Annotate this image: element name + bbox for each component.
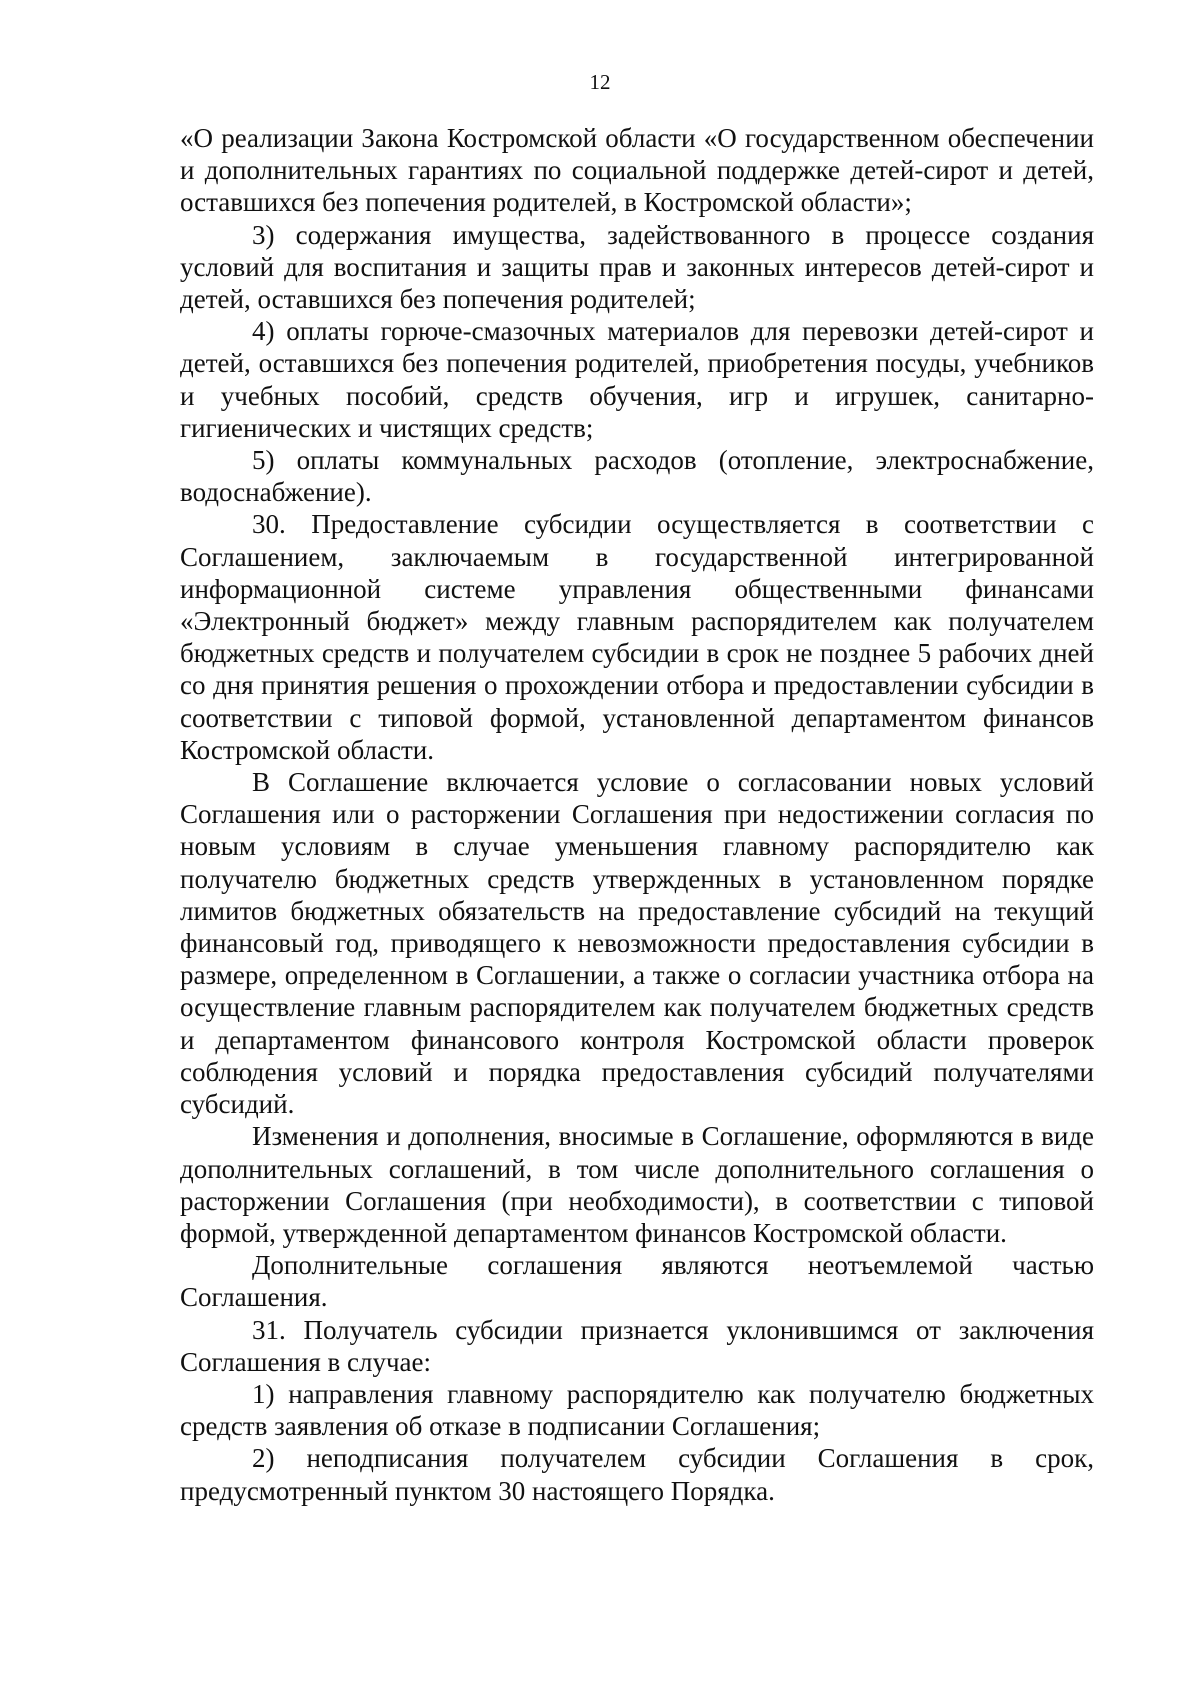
paragraph-clause-30: 30. Предоставление субсидии осуществляется в соответствии с Соглашением, заключаемым в государственной интегрированной информационной системе управления общественными финансами «Электронный бюджет» между главным распорядителем как получателем бюджетных средств и получателем субсидии в срок не позднее 5 рабочих дней со дня принятия решения о прохождении отбора и предоставлении субсидии в соответствии с типовой формой, установленной департаментом финансов Костромской области. bbox=[180, 509, 1094, 765]
paragraph-item-4: 4) оплаты горюче-смазочных материалов для перевозки детей-сирот и детей, оставшихся без попечения родителей, приобретения посуды, учебников и учебных пособий, средств обучения, игр и игрушек, санитарно-гигиенических и чистящих средств; bbox=[180, 316, 1094, 443]
page-number: 12 bbox=[589, 70, 611, 94]
paragraph-item-3: 3) содержания имущества, задействованного в процессе создания условий для воспитания и защиты прав и законных интересов детей-сирот и детей, оставшихся без попечения родителей; bbox=[180, 219, 1094, 315]
paragraph-amendments: Изменения и дополнения, вносимые в Соглашение, оформляются в виде дополнительных соглашений, в том числе дополнительного соглашения о расторжении Соглашения (при необходимости), в соответствии с типовой формой, утвержденной департаментом финансов Костромской области. bbox=[180, 1121, 1094, 1248]
paragraph-item-5: 5) оплаты коммунальных расходов (отопление, электроснабжение, водоснабжение). bbox=[180, 445, 1094, 508]
paragraph-clause-31-item-2: 2) неподписания получателем субсидии Соглашения в срок, предусмотренный пунктом 30 настоящего Порядка. bbox=[180, 1443, 1094, 1506]
paragraph-clause-31-item-1: 1) направления главному распорядителю как получателю бюджетных средств заявления об отказе в подписании Соглашения; bbox=[180, 1378, 1094, 1442]
paragraph-agreement-conditions: В Соглашение включается условие о согласовании новых условий Соглашения или о расторжении Соглашения при недостижении согласия по новым условиям в случае уменьшения главному распорядителю как получателю бюджетных средств утвержденных в установленном порядке лимитов бюджетных обязательств на предоставление субсидий на текущий финансовый год, приводящего к невозможности предоставления субсидии в размере, определенном в Соглашении, а также о согласии участника отбора на осуществление главным распорядителем как получателем бюджетных средств и департаментом финансового контроля Костромской области проверок соблюдения условий и порядка предоставления субсидий получателями субсидий. bbox=[180, 767, 1094, 1120]
document-body bbox=[180, 122, 1094, 1507]
paragraph-additional-agreements: Дополнительные соглашения являются неотъемлемой частью Соглашения. bbox=[180, 1250, 1094, 1313]
paragraph-clause-31: 31. Получатель субсидии признается уклонившимся от заключения Соглашения в случае: bbox=[180, 1314, 1094, 1377]
paragraph-continuation: «О реализации Закона Костромской области «О государственном обеспечении и дополнительных гарантиях по социальной поддержке детей-сирот и детей, оставшихся без попечения родителей, в Костромской области»; bbox=[180, 123, 1094, 218]
